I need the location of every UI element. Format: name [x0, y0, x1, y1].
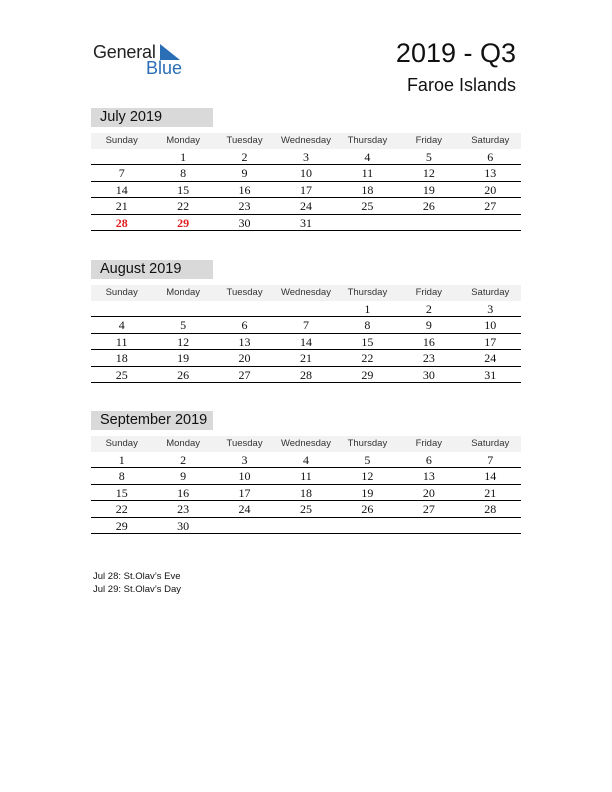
day-cell: 17	[299, 182, 312, 197]
day-cell: 19	[422, 182, 435, 197]
day-cell: 11	[300, 469, 312, 484]
day-cell: 30	[238, 215, 251, 230]
day-cell: 3	[241, 453, 248, 467]
day-cell: 16	[422, 334, 435, 349]
day-cell: 4	[118, 318, 125, 333]
day-cell: 7	[118, 166, 125, 181]
holiday-day-cell: 28	[115, 215, 128, 230]
day-cell: 6	[425, 453, 432, 467]
day-cell: 16	[238, 182, 251, 197]
weekday-label: Friday	[415, 438, 443, 449]
week-row	[91, 518, 521, 534]
day-cell: 27	[484, 199, 497, 214]
day-cell	[152, 301, 213, 316]
day-cell: 15	[361, 334, 374, 349]
day-cell: 28	[484, 502, 497, 517]
day-cell: 13	[238, 334, 251, 349]
weekday-header-row	[91, 285, 521, 301]
day-cell: 11	[361, 166, 374, 181]
day-cell: 17	[238, 485, 251, 500]
day-cell: 3	[302, 150, 309, 164]
week-row	[91, 149, 521, 165]
day-cell	[460, 215, 521, 230]
day-cell: 30	[422, 367, 435, 382]
logo-text-general: General	[93, 42, 156, 62]
day-cell: 25	[115, 367, 128, 382]
day-cell: 18	[361, 182, 374, 197]
day-cell: 13	[484, 166, 497, 181]
weekday-label: Monday	[166, 287, 201, 298]
weekday-label: Saturday	[471, 287, 510, 298]
day-cell: 18	[115, 351, 128, 366]
day-cell: 26	[177, 367, 190, 382]
holiday-notes	[93, 570, 181, 596]
day-cell: 27	[238, 367, 251, 382]
day-cell: 17	[484, 334, 497, 349]
day-cell: 23	[422, 351, 435, 366]
day-cell: 26	[422, 199, 435, 214]
day-cell: 23	[177, 502, 190, 517]
week-row	[91, 334, 521, 350]
day-cell	[337, 518, 398, 533]
day-cell: 14	[115, 182, 128, 197]
day-cell: 16	[177, 485, 190, 500]
holiday-note: Jul 29: St.Olav’s Day	[93, 584, 182, 595]
weekday-label: Thursday	[347, 287, 388, 298]
day-cell: 12	[177, 334, 190, 349]
day-cell: 25	[361, 199, 374, 214]
day-cell: 6	[487, 150, 494, 164]
day-cell: 29	[115, 518, 128, 533]
day-cell: 4	[364, 150, 371, 164]
day-cell	[214, 518, 275, 533]
day-cell: 9	[241, 166, 248, 181]
holiday-note: Jul 28: St.Olav’s Eve	[93, 571, 181, 582]
day-cell: 27	[422, 502, 435, 517]
week-row	[91, 350, 521, 366]
day-cell: 20	[422, 485, 435, 500]
day-cell: 8	[180, 166, 187, 181]
weekday-label: Tuesday	[226, 287, 263, 298]
weekday-label: Saturday	[471, 135, 510, 146]
day-cell: 1	[118, 453, 125, 467]
page-title: 2019 - Q3	[395, 38, 516, 68]
weekday-label: Wednesday	[280, 287, 331, 298]
day-cell: 4	[302, 453, 309, 467]
weekday-header-row	[91, 133, 521, 149]
day-cell: 7	[302, 318, 309, 333]
weekday-label: Wednesday	[280, 135, 331, 146]
day-cell: 3	[487, 302, 494, 316]
day-cell	[275, 301, 336, 316]
day-cell: 20	[238, 351, 251, 366]
day-cell: 11	[115, 334, 128, 349]
day-cell: 14	[484, 469, 497, 484]
country-name: Faroe Islands	[406, 75, 516, 95]
day-cell: 7	[487, 453, 494, 467]
day-cell: 28	[299, 367, 312, 382]
day-cell: 31	[299, 215, 312, 230]
weekday-label: Friday	[415, 135, 443, 146]
day-cell	[337, 215, 398, 230]
day-cell: 9	[180, 469, 187, 484]
weekday-label: Sunday	[105, 287, 138, 298]
month-calendar-grid	[91, 285, 521, 383]
day-cell: 5	[180, 318, 187, 333]
day-cell: 21	[484, 485, 497, 500]
day-cell: 12	[422, 166, 435, 181]
logo	[93, 40, 193, 80]
day-cell: 15	[115, 485, 128, 500]
day-cell	[214, 301, 275, 316]
month-title: July 2019	[91, 108, 213, 127]
week-row	[91, 215, 521, 231]
weekday-label: Monday	[166, 135, 201, 146]
day-cell: 24	[238, 502, 251, 517]
day-cell: 14	[299, 334, 312, 349]
day-cell: 10	[238, 469, 251, 484]
day-cell: 13	[422, 469, 435, 484]
weekday-label: Sunday	[105, 438, 138, 449]
day-cell: 12	[361, 469, 374, 484]
week-row	[91, 182, 521, 198]
day-cell	[91, 301, 152, 316]
day-cell: 8	[364, 318, 371, 333]
week-row	[91, 301, 521, 317]
day-cell	[398, 518, 459, 533]
weekday-header-row	[91, 436, 521, 452]
day-cell	[398, 215, 459, 230]
holiday-day-cell: 29	[177, 215, 190, 230]
day-cell: 5	[425, 150, 432, 164]
logo-text-blue: Blue	[146, 58, 183, 78]
day-cell: 20	[484, 182, 497, 197]
day-cell: 10	[299, 166, 312, 181]
week-row	[91, 367, 521, 383]
day-cell: 24	[299, 199, 312, 214]
day-cell: 2	[241, 150, 248, 164]
week-row	[91, 501, 521, 517]
day-cell: 1	[364, 302, 371, 316]
month-calendar-grid	[91, 436, 521, 534]
day-cell: 10	[484, 318, 497, 333]
day-cell: 18	[299, 485, 312, 500]
week-row	[91, 485, 521, 501]
weekday-label: Wednesday	[280, 438, 331, 449]
day-cell: 25	[299, 502, 312, 517]
weekday-label: Thursday	[347, 438, 388, 449]
day-cell: 19	[177, 351, 190, 366]
day-cell: 6	[241, 318, 248, 333]
day-cell: 23	[238, 199, 251, 214]
day-cell: 22	[115, 502, 128, 517]
month-block-july	[91, 108, 521, 231]
month-title: September 2019	[91, 411, 213, 430]
week-row	[91, 317, 521, 333]
weekday-label: Tuesday	[226, 135, 263, 146]
day-cell: 22	[361, 351, 374, 366]
weekday-label: Thursday	[347, 135, 388, 146]
weekday-label: Sunday	[105, 135, 138, 146]
day-cell	[275, 518, 336, 533]
weekday-label: Friday	[415, 287, 443, 298]
day-cell	[91, 149, 152, 164]
day-cell: 9	[425, 318, 432, 333]
week-row	[91, 198, 521, 214]
day-cell: 29	[361, 367, 374, 382]
day-cell: 31	[484, 367, 497, 382]
day-cell: 2	[180, 453, 187, 467]
month-calendar-grid	[91, 133, 521, 231]
week-row	[91, 468, 521, 484]
day-cell: 15	[177, 182, 190, 197]
day-cell: 19	[361, 485, 374, 500]
day-cell: 30	[177, 518, 190, 533]
day-cell: 5	[364, 453, 371, 467]
month-block-august	[91, 260, 521, 383]
day-cell: 22	[177, 199, 190, 214]
day-cell: 1	[180, 150, 187, 164]
month-block-september	[91, 411, 521, 534]
day-cell: 21	[115, 199, 128, 214]
week-row	[91, 165, 521, 181]
day-cell: 21	[299, 351, 312, 366]
day-cell: 26	[361, 502, 374, 517]
weekday-label: Saturday	[471, 438, 510, 449]
day-cell: 2	[425, 302, 432, 316]
weekday-label: Monday	[166, 438, 201, 449]
week-row	[91, 452, 521, 468]
month-title: August 2019	[91, 260, 213, 279]
day-cell: 8	[118, 469, 125, 484]
day-cell	[460, 518, 521, 533]
day-cell: 24	[484, 351, 497, 366]
weekday-label: Tuesday	[226, 438, 263, 449]
